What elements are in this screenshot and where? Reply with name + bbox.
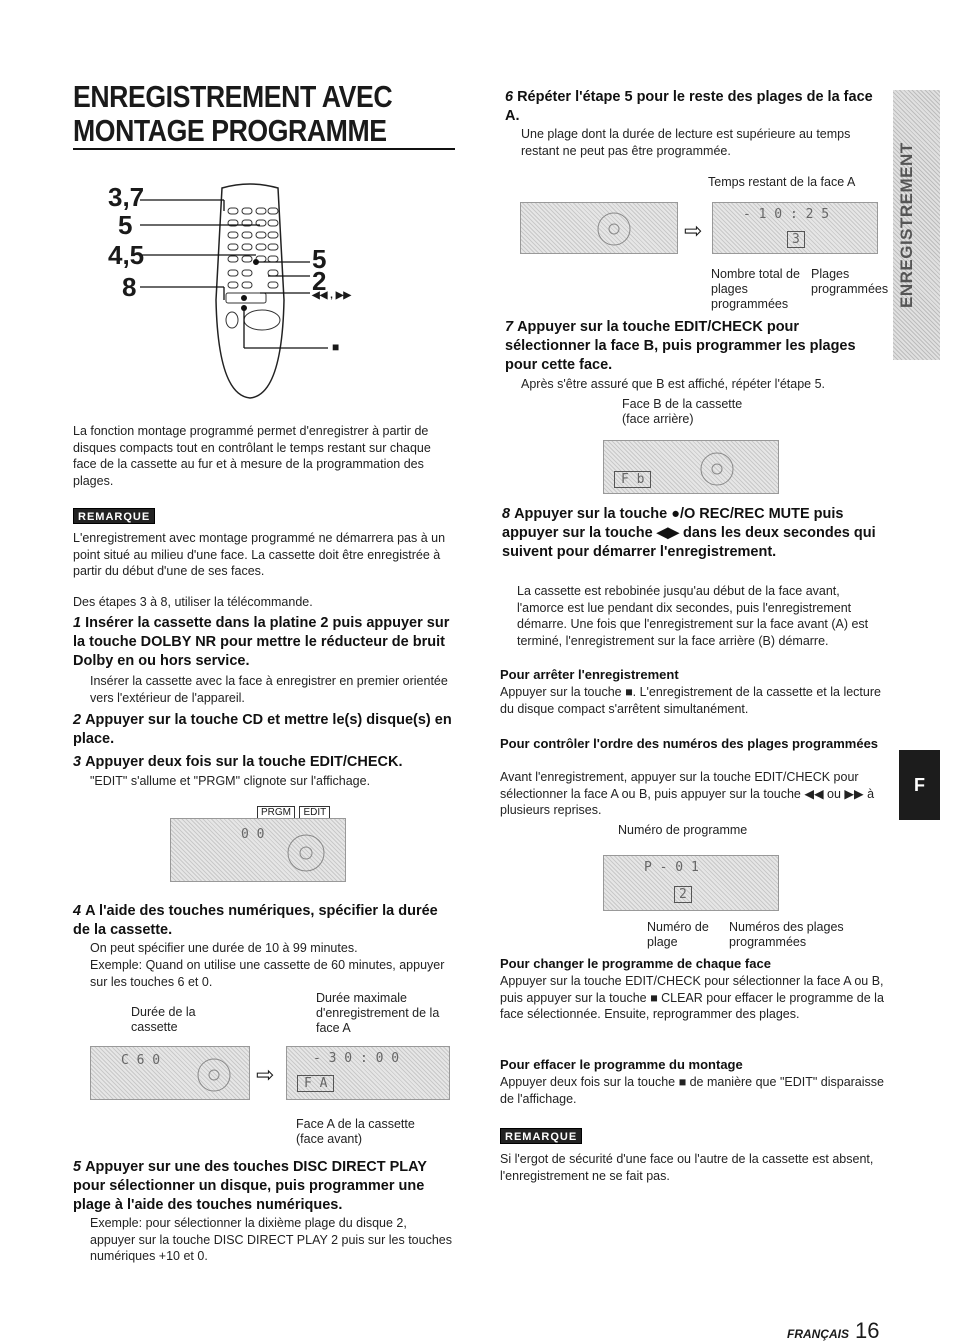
step-6-number: 6	[505, 89, 514, 105]
lcd-display-step4-a	[90, 1046, 250, 1100]
step-5-body: Exemple: pour sélectionner la dixième plage du disque 2, appuyer sur la touche DISC DIRECT PLAY 2 puis sur les touches numériques +10 et 0.	[90, 1216, 452, 1263]
step-7-heading	[505, 318, 885, 375]
step-8-heading	[502, 505, 885, 562]
step-3-number: 3	[73, 754, 82, 770]
remote-label-8: 8	[122, 272, 137, 302]
step-3-title: Appuyer deux fois sur la touche EDIT/CHECK.	[85, 754, 403, 770]
caption-track-number: Numéro de plage	[647, 920, 709, 949]
title-line-1: ENREGISTREMENT AVEC	[73, 79, 393, 114]
side-tab-enregistrement	[893, 90, 940, 360]
step-4-title: A l'aide des touches numériques, spécifier la durée de la cassette.	[73, 903, 438, 938]
lcd-step4-max-time: - 3 0 : 0 0	[313, 1051, 400, 1066]
steps-note: Des étapes 3 à 8, utiliser la télécommande.	[73, 595, 313, 609]
language-tab-letter: F	[914, 774, 925, 795]
remarque-label-2: REMARQUE	[500, 1128, 582, 1144]
lcd-check-track: 2	[674, 886, 692, 903]
step-6-title: Répéter l'étape 5 pour le reste des plages de la face A.	[505, 89, 873, 124]
step-7-number: 7	[505, 319, 514, 335]
lcd-display-step4-b	[286, 1046, 450, 1100]
lcd-display-step6-b	[712, 202, 878, 254]
step-6-body: Une plage dont la durée de lecture est supérieure au temps restant ne peut pas être programmée.	[521, 127, 851, 158]
caption-total-tracks: Nombre total de plages programmées	[711, 267, 800, 311]
lcd-check-program: P - 0 1	[644, 860, 699, 875]
step-4-number: 4	[73, 903, 82, 919]
lcd-display-step6-a	[520, 202, 678, 254]
title-line-2: MONTAGE PROGRAMME	[73, 113, 387, 148]
step-4-body-2: Exemple: Quand on utilise une cassette de 60 minutes, appuyer sur les touches 6 et 0.	[90, 958, 445, 989]
lcd-step6-remaining: - 1 0 : 2 5	[743, 207, 830, 222]
remote-label-stop: ■	[332, 340, 340, 354]
title-rule	[73, 148, 455, 150]
step-1-number: 1	[73, 615, 82, 631]
disc-icon	[694, 449, 740, 489]
remote-label-skip-buttons: ◀◀ , ▶▶	[312, 290, 352, 301]
step-4-heading	[73, 902, 455, 940]
step-4-body-1: On peut spécifier une durée de 10 à 99 minutes.	[90, 941, 358, 955]
stop-heading: Pour arrêter l'enregistrement	[500, 667, 679, 682]
step-1-title: Insérer la cassette dans la platine 2 puis appuyer sur la touche DOLBY NR pour mettre le réducteur de bruit Dolby en ou hors service.	[73, 615, 450, 669]
step-5-number: 5	[73, 1159, 82, 1175]
side-tab-label: ENREGISTREMENT	[897, 142, 916, 308]
step-8-body: La cassette est rebobinée jusqu'au début de la face avant, l'amorce est lue pendant dix secondes, puis l'enregistrement démarre. Une fois que l'enregistrement sur la face avant (A) est terminé, l'enregistrement sur la face arrière (B) démarre.	[517, 584, 869, 648]
footer-language: FRANÇAIS	[787, 1327, 849, 1341]
remote-control-icon	[100, 180, 420, 405]
caption-cassette-duration: Durée de la cassette	[131, 1005, 196, 1034]
step-8-number: 8	[502, 506, 511, 522]
caption-programmed-tracks: Plages programmées	[811, 267, 889, 296]
remote-illustration	[100, 180, 420, 405]
remote-label-right-2: 2	[312, 266, 327, 296]
check-body: Avant l'enregistrement, appuyer sur la touche EDIT/CHECK pour sélectionner la face A ou B, puis appuyer sur la touche ◀◀ ou ▶▶ à plusieurs reprises.	[500, 770, 875, 817]
step-1-body: Insérer la cassette avec la face à enregistrer en premier orientée vers l'extérieur de l'appareil.	[90, 674, 448, 705]
step-5-heading	[73, 1158, 455, 1215]
caption-face-b: Face B de la cassette (face arrière)	[622, 397, 743, 426]
edit-label: EDIT	[299, 806, 330, 820]
step-8-title: Appuyer sur la touche ●/O REC/REC MUTE puis appuyer sur la touche ◀▶ dans les deux secondes qui suivent pour démarrer l'enregistrement.	[502, 506, 876, 560]
language-tab-f	[899, 750, 940, 820]
remote-label-5: 5	[118, 210, 133, 240]
step-1-heading	[73, 614, 455, 671]
caption-max-recording-time: Durée maximale d'enregistrement de la face A	[316, 991, 440, 1035]
step-5-title: Appuyer sur une des touches DISC DIRECT PLAY pour sélectionner un disque, puis programmer une plage à l'aide des touches numériques.	[73, 1159, 427, 1213]
lcd-step4-duration: C 6 0	[121, 1053, 161, 1068]
page-footer	[787, 1318, 879, 1342]
arrow-right-icon: ⇨	[684, 218, 703, 243]
caption-remaining-time: Temps restant de la face A	[708, 175, 856, 189]
stop-body: Appuyer sur la touche ■. L'enregistrement de la cassette et la lecture du disque compact s'arrêtent simultanément.	[500, 685, 881, 716]
step-3-body: "EDIT" s'allume et "PRGM" clignote sur l'affichage.	[90, 774, 371, 788]
step-3-heading	[73, 753, 455, 772]
remote-label-right-5: 5	[312, 244, 327, 274]
intro-text: La fonction montage programmé permet d'enregistrer à partir de disques compacts tout en contrôlant le temps restant sur chaque face de la cassette au fur et à mesure de la programmation des plages.	[73, 424, 431, 488]
step-6-heading	[505, 88, 885, 126]
disc-icon	[191, 1055, 237, 1095]
erase-body: Appuyer deux fois sur la touche ■ de manière que "EDIT" disparaisse de l'affichage.	[500, 1075, 884, 1106]
prgm-label: PRGM	[257, 806, 295, 820]
page-number: 16	[855, 1318, 880, 1342]
lcd-step6-count: 3	[787, 231, 805, 248]
step-2-heading	[73, 711, 455, 749]
step-7-title: Appuyer sur la touche EDIT/CHECK pour sélectionner la face B, puis programmer les plages pour cette face.	[505, 319, 856, 373]
caption-program-number: Numéro de programme	[618, 823, 748, 837]
change-body: Appuyer sur la touche EDIT/CHECK pour sélectionner la face A ou B, puis appuyer sur la touche ■ CLEAR pour effacer le programme de la face sélectionnée. Ensuite, reprogrammer des plages.	[500, 974, 884, 1021]
remarque-badge-1	[73, 507, 155, 525]
step-2-title: Appuyer sur la touche CD et mettre le(s) disque(s) en place.	[73, 712, 452, 747]
page-title	[73, 80, 408, 148]
remote-label-4-5: 4,5	[108, 240, 145, 270]
disc-icon	[281, 831, 331, 875]
remarque-badge-2	[500, 1127, 582, 1145]
change-heading: Pour changer le programme de chaque face	[500, 956, 771, 971]
lcd-display-check	[603, 855, 779, 911]
arrow-right-icon: ⇨	[256, 1062, 275, 1087]
disc-icon	[591, 209, 637, 249]
lcd-display-step7	[603, 440, 779, 494]
erase-heading: Pour effacer le programme du montage	[500, 1057, 743, 1072]
check-heading: Pour contrôler l'ordre des numéros des plages programmées	[500, 736, 879, 751]
step-7-body: Après s'être assuré que B est affiché, répéter l'étape 5.	[521, 377, 826, 391]
remarque-text-2: Si l'ergot de sécurité d'une face ou l'autre de la cassette est absent, l'enregistrement ne se fait pas.	[500, 1152, 874, 1183]
lcd-step7-face-b: F b	[614, 471, 651, 488]
caption-programmed-track-numbers: Numéros des plages programmées	[729, 920, 844, 949]
remarque-text-1: L'enregistrement avec montage programmé ne démarrera pas à un point situé au milieu d'une face. La cassette doit être enregistrée à partir du début d'une de ses faces.	[73, 531, 446, 578]
remarque-label-1: REMARQUE	[73, 508, 155, 524]
caption-face-a: Face A de la cassette (face avant)	[296, 1117, 415, 1146]
lcd-display-step3	[170, 818, 346, 882]
remote-label-3-7: 3,7	[108, 182, 145, 212]
lcd-step3-text: 0 0	[241, 827, 265, 842]
step-2-number: 2	[73, 712, 82, 728]
lcd-step4-face-a: F A	[297, 1075, 334, 1092]
